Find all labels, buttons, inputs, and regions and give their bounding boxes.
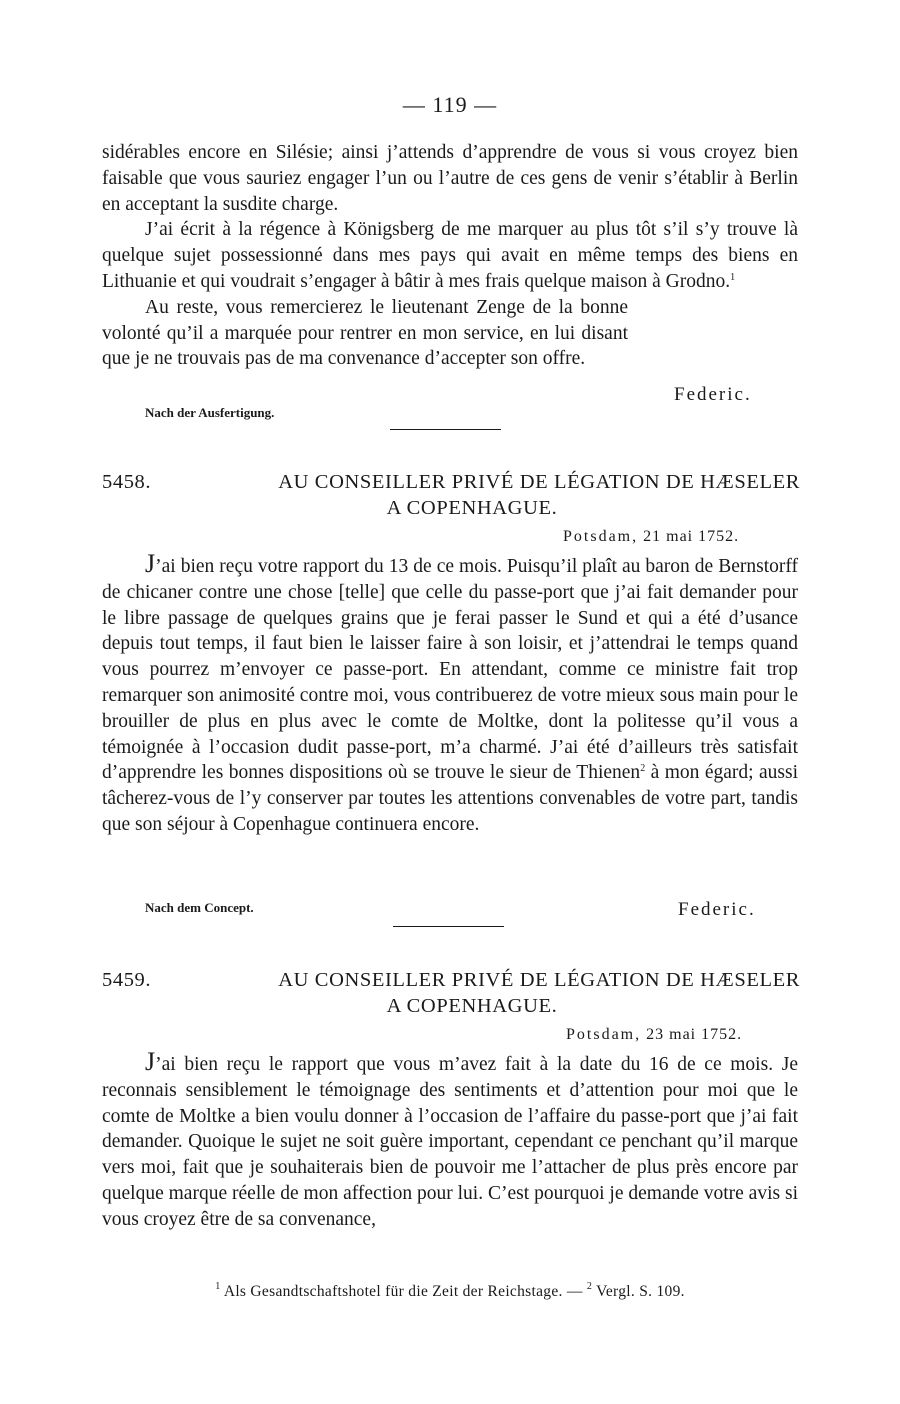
paragraph: J’ai écrit à la régence à Königsberg de me marquer au plus tôt s’il s’y trouve là quelque sujet possessionné dans mes pays qui avait en même temps des biens en Lithuanie et qui voudrait s’engager à bâtir à mes frais quelque maison à Grodno.$^1$ bbox=[102, 219, 798, 292]
letter-heading bbox=[102, 469, 800, 521]
letter-destination: A COPENHAGUE. bbox=[386, 995, 558, 1017]
letter-dateline: Potsdam, 21 mai 1752. bbox=[563, 528, 740, 545]
signature: Federic. bbox=[678, 899, 756, 920]
paragraph: sidérables encore en Silésie; ainsi j’attends d’apprendre de vous si vous croyez bien faisable que vous sauriez engager l’un ou l’autre de ces gens de venir s’établir à Berlin en acceptant la susdite charge. bbox=[102, 142, 798, 215]
letter-destination: A COPENHAGUE. bbox=[386, 497, 558, 519]
letter-number: 5459. bbox=[102, 969, 152, 991]
letter-dateline: Potsdam, 23 mai 1752. bbox=[566, 1026, 743, 1043]
source-note: Nach dem Concept. bbox=[145, 900, 254, 915]
footnote-marker: 1 bbox=[730, 271, 736, 283]
paragraph: J’ai bien reçu le rapport que vous m’avez fait à la date du 16 de ce mois. Je reconnais sensiblement le témoignage des sentiments et d’attention pour moi que le comte de Moltke a bien voulu donner à l’occasion de l’affaire du passe-port que j’ai fait demander. Quoique le sujet ne soit guère important, cependant ce penchant qu’il marque vers moi, fait que je souhaiterais bien de pouvoir me l’attacher de plus près encore par quelque marque réelle de mon affection pour lui. C’est pourquoi je demande votre avis si vous croyez être de sa convenance, bbox=[102, 1047, 798, 1230]
signature: Federic. bbox=[674, 384, 752, 405]
letter-body bbox=[102, 549, 798, 838]
continuation-text bbox=[102, 140, 798, 372]
drop-initial: J bbox=[145, 549, 156, 578]
letter-recipient: AU CONSEILLER PRIVÉ DE LÉGATION DE HÆSELER bbox=[278, 471, 800, 493]
section-divider bbox=[393, 926, 504, 927]
letter-recipient: AU CONSEILLER PRIVÉ DE LÉGATION DE HÆSELER bbox=[278, 969, 800, 991]
footnote-marker: 1 bbox=[215, 1281, 221, 1292]
footnotes bbox=[0, 1283, 900, 1301]
footnote-text: Als Gesandtschaftshotel für die Zeit der Reichstage. — bbox=[223, 1283, 583, 1300]
letter-number: 5458. bbox=[102, 471, 152, 493]
letter-body bbox=[102, 1047, 798, 1233]
footnote-marker: 2 bbox=[640, 763, 646, 775]
source-note: Nach der Ausfertigung. bbox=[145, 405, 275, 420]
drop-initial: J bbox=[145, 1047, 156, 1076]
paragraph: J’ai bien reçu votre rapport du 13 de ce mois. Puisqu’il plaît au baron de Bernstorff de chicaner contre une chose [telle] que celle du passe-port que j’ai fait demander pour le libre passage de quelques grains que je ferai passer le Sund et qui a été d’usance depuis tout temps, il faut bien le laisser faire à son loisir, et j’attendrai le temps quand vous pourrez m’envoyer ce passe-port. En attendant, comme ce ministre fait trop remarquer son animosité contre moi, vous contribuerez de votre mieux sous main pour le brouiller de plus en plus avec le comte de Moltke, dont la politesse qu’il vous a témoignée à l’occasion dudit passe-port, m’a charmé. J’ai été d’ailleurs très satisfait d’apprendre les bonnes dispositions où se trouve le sieur de Thienen$^2$ à mon égard; aussi tâcherez-vous de l’y conserver par toutes les attentions convenables de votre part, tandis que son séjour à Copenhague continuera encore. bbox=[102, 549, 798, 835]
footnote-text: Vergl. S. 109. bbox=[596, 1283, 685, 1300]
letter-heading bbox=[102, 967, 800, 1019]
section-divider bbox=[390, 429, 501, 430]
paragraph: Au reste, vous remercierez le lieutenant Zenge de la bonne volonté qu’il a marquée pour rentrer en mon service, en lui disant que je ne trouvais pas de ma convenance d’accepter son offre. bbox=[102, 296, 628, 370]
footnote-marker: 2 bbox=[586, 1281, 593, 1292]
page-number: — 119 — bbox=[402, 92, 498, 117]
